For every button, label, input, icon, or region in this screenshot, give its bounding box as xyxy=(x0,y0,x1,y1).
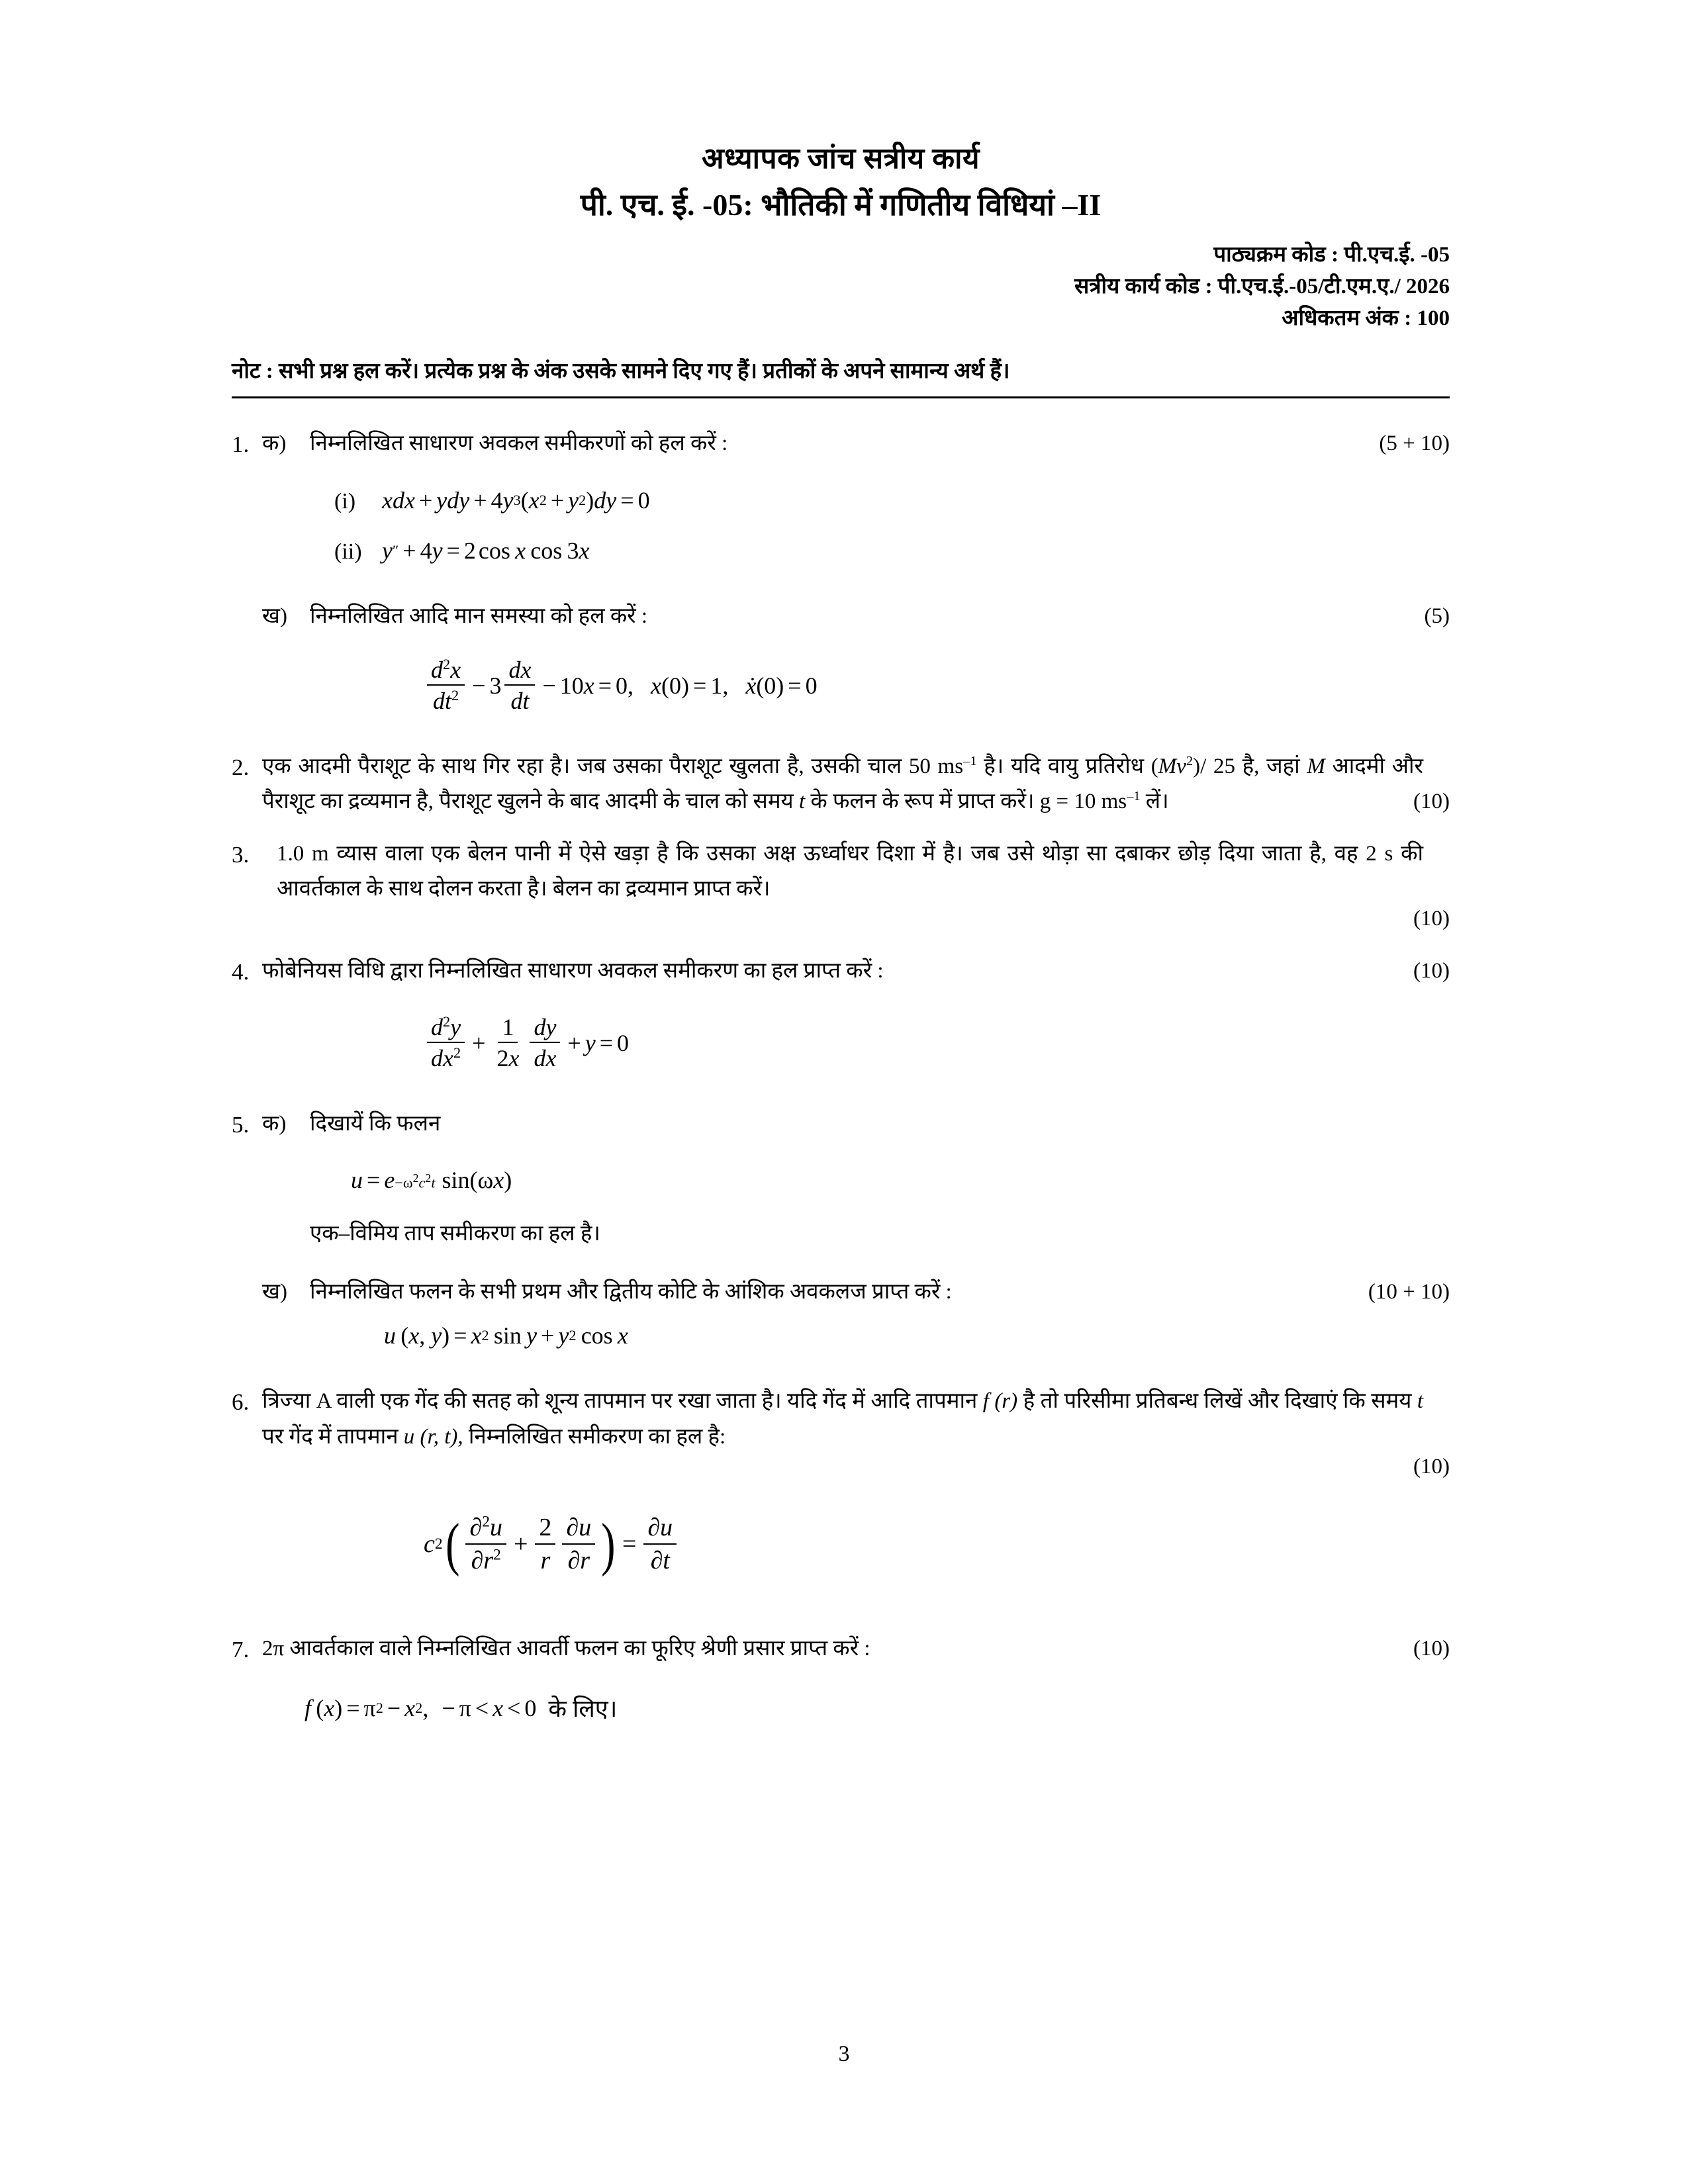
question-5-part-a-text2-row xyxy=(232,1216,1450,1251)
question-2-text xyxy=(262,749,1450,820)
question-3-number: 3. xyxy=(232,841,250,868)
question-1-eq-ii-label: (ii) xyxy=(334,539,362,564)
question-7-text xyxy=(262,1631,1450,1666)
question-1-part-b-formula: $\frac{d^2x}{dt^2}$ − 3 $\frac{dx}{dt}$ − 10 x = 0, x(0) = 1, ẋ(0) = 0 xyxy=(424,657,1450,715)
question-6 xyxy=(232,1384,1450,1455)
question-1-part-a-marks: (5 + 10) xyxy=(1379,431,1450,455)
question-2 xyxy=(232,749,1450,820)
assignment-title: अध्यापक जांच सत्रीय कार्य xyxy=(702,142,980,175)
question-6-seg4: निम्नलिखित समीकरण का हल है: xyxy=(468,1424,726,1449)
question-3-seg2: की आवर्तकाल के साथ दोलन करता है। बेलन का द्रव्यमान प्राप्त करें। xyxy=(277,841,1424,901)
question-6-seg1: त्रिज्या A वाली एक गेंद की सतह को शून्य तापमान पर रखा जाता है। यदि गेंद में आदि तापमान xyxy=(262,1389,978,1414)
question-3-period: 2 s xyxy=(1366,841,1393,866)
question-6-fr: f (r) xyxy=(982,1389,1018,1414)
question-6-seg3: पर गेंद में तापमान xyxy=(262,1424,399,1449)
question-2-resistance: (Mv$^2$)/ 25 xyxy=(1150,753,1235,778)
question-1-part-b xyxy=(232,599,1450,634)
page-number: 3 xyxy=(838,2042,850,2066)
question-1-eq-ii xyxy=(334,537,1450,565)
question-3 xyxy=(232,837,1450,907)
question-7-period: 2π xyxy=(262,1637,285,1661)
question-4-marks: (10) xyxy=(1413,959,1450,983)
question-2-speed: 50 $ms^{-1}$ xyxy=(908,753,977,778)
question-5-part-b-formula: u ( x , y ) = x 2 sin y + y 2 cos x xyxy=(384,1322,628,1349)
course-title-text: पी. एच. ई. -05: भौतिकी में गणितीय विधियां – xyxy=(580,187,1078,222)
question-7-tail: के लिए। xyxy=(548,1696,618,1723)
question-2-t: t xyxy=(798,790,806,814)
question-1-part-b-text: निम्नलिखित आदि मान समस्या को हल करें : xyxy=(310,604,648,628)
left-paren: ( xyxy=(445,1511,460,1577)
question-5-number: 5. xyxy=(232,1111,250,1138)
question-5-part-b xyxy=(232,1275,1450,1310)
question-5-part-a-formula: u = e $-\omega^2c^2t$ sin(ωx) xyxy=(351,1167,512,1194)
question-7-number: 7. xyxy=(232,1637,250,1663)
question-2-number: 2. xyxy=(232,754,250,780)
question-7-marks: (10) xyxy=(1413,1637,1450,1661)
right-paren: ) xyxy=(601,1511,616,1577)
question-4-formula: $\frac{d^2y}{dx^2}$ + $\frac{1}{2x}$ $\frac{dy}{dx}$ + y = 0 xyxy=(424,1014,1450,1072)
question-1-part-b-label: ख) xyxy=(262,604,287,628)
question-1-part-a-text: निम्नलिखित साधारण अवकल समीकरणों को हल करें : xyxy=(310,431,728,455)
question-7 xyxy=(232,1631,1450,1669)
question-2-seg2: है। यदि वायु प्रतिरोध xyxy=(984,754,1145,778)
page-content xyxy=(232,142,1450,1724)
question-2-seg4: आदमी और पैराशूट का द्रव्यमान है, पैराशूट खुलने के बाद आदमी के चाल को समय xyxy=(262,754,1424,814)
question-5-part-a xyxy=(232,1107,1450,1144)
question-4 xyxy=(232,954,1450,991)
question-1-eq-ii-formula: y ″ + 4 y = 2 cos x cos 3 x xyxy=(382,537,590,564)
question-3-marks: (10) xyxy=(1413,907,1450,931)
maximum-marks: अधिकतम अंक : 100 xyxy=(1282,306,1450,331)
question-2-seg6: लें। xyxy=(1145,790,1169,814)
question-1-eq-i-formula: xdx + ydy + 4 y 3 ( x 2 + y 2 ) dy = 0 xyxy=(382,486,650,514)
question-7-formula: f ( x ) = π 2 − x 2 , − π < x < 0 के लिए। xyxy=(305,1692,1450,1724)
question-1-part-a-label: क) xyxy=(262,431,287,455)
question-2-g: g = 10 $ms^{-1}$ xyxy=(1039,789,1141,814)
question-6-seg2: है तो परिसीमा प्रतिबन्ध लिखें और दिखाएं कि समय xyxy=(1023,1389,1412,1414)
question-2-seg1: एक आदमी पैराशूट के साथ गिर रहा है। जब उसका पैराशूट खुलता है, उसकी चाल xyxy=(262,754,902,778)
code-block xyxy=(232,240,1450,335)
question-6-formula: c 2 ( $\frac{\partial^2u}{\partial r^2}$ + $\frac{2}{r}$ $\frac{\partial u}{\partial r}$ ) = $\frac{\partial u}{\partial t}$ xyxy=(424,1514,1450,1574)
question-2-marks: (10) xyxy=(1413,789,1450,813)
course-code: पाठ्यक्रम कोड : पी.एच.ई. -05 xyxy=(1213,243,1450,267)
question-1-eq-i xyxy=(334,486,1450,514)
question-4-number: 4. xyxy=(232,959,250,985)
course-title xyxy=(232,188,1450,223)
question-6-number: 6. xyxy=(232,1389,250,1416)
question-2-M: M xyxy=(1307,754,1325,778)
question-3-seg1: व्यास वाला एक बेलन पानी में ऐसे खड़ा है कि उसका अक्ष ऊर्ध्वाधर दिशा में है। जब उसे थोड़ा सा दबाकर छोड़ दिया जाता है, वह xyxy=(336,841,1358,866)
question-1-part-b-marks: (5) xyxy=(1424,604,1450,628)
question-5-part-a-label: क) xyxy=(262,1111,287,1136)
header-divider xyxy=(232,396,1450,398)
question-3-diameter: 1.0 m xyxy=(277,841,329,866)
assignment-code: सत्रीय कार्य कोड : पी.एच.ई.-05/टी.एम.ए./ 2026 xyxy=(1074,275,1450,299)
question-7-body: आवर्तकाल वाले निम्नलिखित आवर्ती फलन का फूरिए श्रेणी प्रसार प्राप्त करें : xyxy=(289,1637,870,1661)
question-6-urt: u (r, t), xyxy=(403,1424,463,1449)
question-5-part-a-text2: एक–विमिय ताप समीकरण का हल है। xyxy=(310,1222,600,1246)
question-5-part-b-marks: (10 + 10) xyxy=(1368,1279,1450,1304)
question-4-text: फोबेनियस विधि द्वारा निम्नलिखित साधारण अवकल समीकरण का हल प्राप्त करें : xyxy=(262,959,884,983)
question-1-number: 1. xyxy=(232,431,250,457)
question-5-part-b-label: ख) xyxy=(262,1279,287,1304)
question-6-t: t xyxy=(1417,1389,1423,1414)
question-6-text xyxy=(262,1384,1450,1455)
question-1-part-a xyxy=(232,426,1450,464)
instructions-note: नोट : सभी प्रश्न हल करें। प्रत्येक प्रश्न के अंक उसके सामने दिए गए हैं। प्रतीकों के अपने सामान्य अर्थ हैं। xyxy=(232,359,1010,384)
question-5-part-a-text: दिखायें कि फलन xyxy=(310,1111,441,1136)
course-title-numeral: II xyxy=(1077,187,1102,222)
question-2-seg5: के फलन के रूप में प्राप्त करें। xyxy=(810,790,1035,814)
question-3-text xyxy=(262,837,1450,907)
question-1-eq-i-label: (i) xyxy=(334,488,356,514)
question-2-seg3: है, जहां xyxy=(1242,754,1300,778)
question-6-marks: (10) xyxy=(1413,1455,1450,1479)
question-5-part-b-text: निम्नलिखित फलन के सभी प्रथम और द्वितीय कोटि के आंशिक अवकलज प्राप्त करें : xyxy=(310,1279,952,1304)
